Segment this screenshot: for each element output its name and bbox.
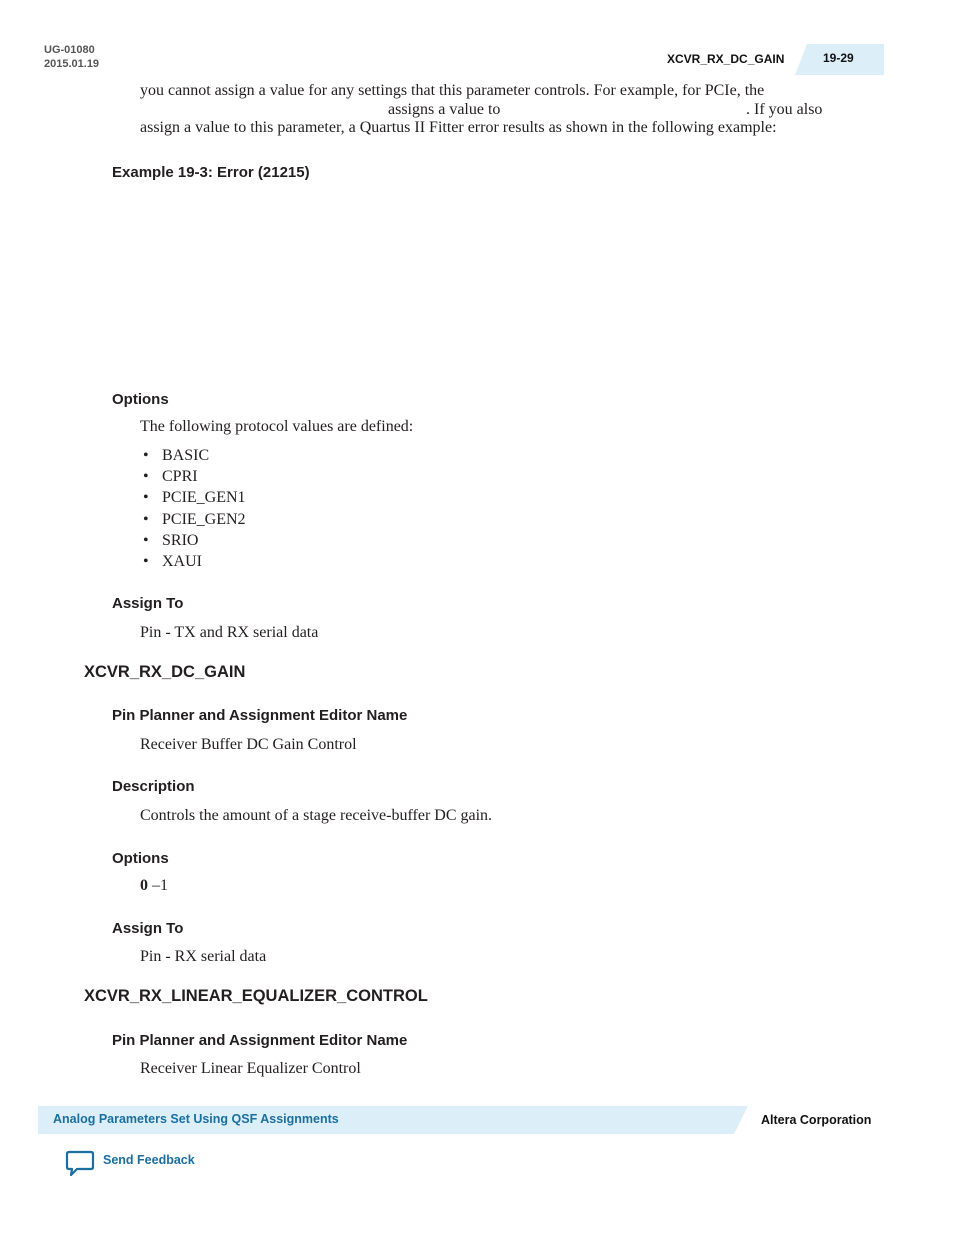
- list-item: XAUI: [162, 553, 202, 570]
- doc-id-block: [44, 43, 99, 71]
- options-heading: Options: [112, 391, 169, 408]
- intro-line-1: you cannot assign a value for any settings that this parameter controls. For example, for PCIe, the: [140, 82, 765, 99]
- editor-name-text: Receiver Linear Equalizer Control: [140, 1060, 361, 1077]
- speech-bubble-icon[interactable]: [65, 1150, 95, 1182]
- assign-to-text: Pin - TX and RX serial data: [140, 624, 319, 641]
- list-item: BASIC: [162, 447, 210, 464]
- doc-date: 2015.01.19: [44, 58, 100, 70]
- list-item: SRIO: [162, 532, 199, 549]
- bullet-icon: •: [143, 532, 149, 549]
- intro-line-2a: assigns a value to: [388, 101, 501, 118]
- send-feedback-link[interactable]: Send Feedback: [103, 1153, 195, 1167]
- bullet-icon: •: [143, 489, 149, 506]
- bullet-icon: •: [143, 447, 149, 464]
- description-heading: Description: [112, 778, 195, 795]
- example-heading: Example 19-3: Error (21215): [112, 164, 310, 181]
- options-range-rest: –1: [148, 877, 168, 894]
- intro-line-2b: . If you also: [746, 101, 823, 118]
- bullet-icon: •: [143, 511, 149, 528]
- list-item: PCIE_GEN1: [162, 489, 246, 506]
- intro-line-3: assign a value to this parameter, a Quartus II Fitter error results as shown in the following example:: [140, 119, 777, 136]
- bullet-icon: •: [143, 468, 149, 485]
- section-title-dc-gain: XCVR_RX_DC_GAIN: [84, 663, 246, 681]
- doc-id: UG-01080: [44, 44, 95, 56]
- section-title-linear-eq: XCVR_RX_LINEAR_EQUALIZER_CONTROL: [84, 987, 428, 1005]
- list-item: CPRI: [162, 468, 198, 485]
- options-heading: Options: [112, 850, 169, 867]
- header-section-title: XCVR_RX_DC_GAIN: [667, 52, 785, 66]
- footer-company: Altera Corporation: [761, 1113, 872, 1127]
- options-range: [140, 877, 168, 895]
- bullet-icon: •: [143, 553, 149, 570]
- footer-section-link[interactable]: Analog Parameters Set Using QSF Assignments: [53, 1112, 339, 1126]
- editor-name-heading: Pin Planner and Assignment Editor Name: [112, 707, 408, 724]
- list-item: PCIE_GEN2: [162, 511, 246, 528]
- assign-to-text: Pin - RX serial data: [140, 948, 267, 965]
- description-text: Controls the amount of a stage receive-buffer DC gain.: [140, 807, 493, 824]
- editor-name-text: Receiver Buffer DC Gain Control: [140, 736, 357, 753]
- options-default-value: 0: [140, 877, 148, 894]
- page-number: 19-29: [823, 51, 854, 65]
- editor-name-heading: Pin Planner and Assignment Editor Name: [112, 1032, 408, 1049]
- assign-to-heading: Assign To: [112, 920, 184, 937]
- assign-to-heading: Assign To: [112, 595, 184, 612]
- options-intro-text: The following protocol values are defined:: [140, 418, 414, 435]
